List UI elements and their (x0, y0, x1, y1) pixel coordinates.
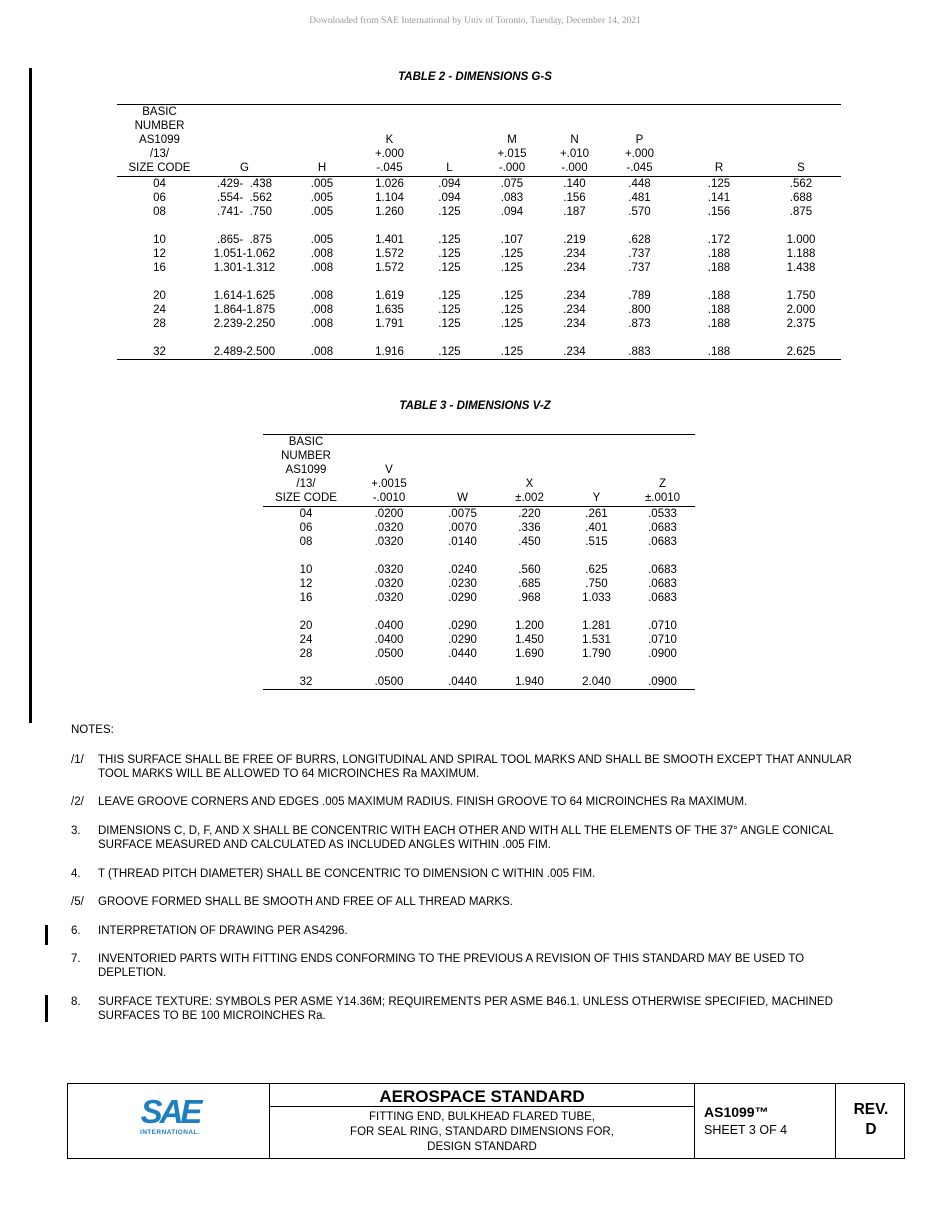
spacer-cell (117, 331, 841, 345)
table-cell: 1.281 (582, 620, 611, 632)
note-text: GROOVE FORMED SHALL BE SMOOTH AND FREE OF ALL THREAD MARKS. (98, 896, 513, 908)
standard-type: AEROSPACE STANDARD (379, 1087, 585, 1106)
table-cell: .234 (563, 318, 586, 330)
sae-logo-text: SAE (140, 1093, 200, 1130)
note-number: 8. (71, 996, 81, 1008)
table-cell: 1.026 (375, 178, 404, 190)
table-cell: .125 (500, 318, 524, 330)
table-cell: .125 (438, 234, 461, 246)
table-cell: .0400 (374, 620, 404, 632)
table-cell: 1.940 (496, 675, 563, 690)
spacer-cell (117, 275, 841, 289)
column-header: K +.000 -.045 (357, 105, 422, 177)
table-cell: .005 (310, 234, 334, 246)
table-cell: .125 (477, 345, 547, 360)
rev-value: D (865, 1121, 877, 1138)
table-cell: .0320 (374, 592, 404, 604)
table-cell: 1.690 (515, 648, 544, 660)
table-cell: 16 (153, 262, 166, 274)
table-cell: .0440 (448, 648, 477, 660)
table-cell: .737 (628, 248, 651, 260)
table-cell: .515 (585, 536, 608, 548)
table-cell: .336 (518, 522, 541, 534)
table-cell: 1.000 (786, 234, 816, 246)
table-cell: .875 (789, 206, 813, 218)
sae-logo-sub: INTERNATIONAL. (139, 1129, 200, 1136)
table-cell: .094 (500, 206, 524, 218)
table-cell: .625 (585, 564, 608, 576)
table-cell: .570 (628, 206, 651, 218)
row-spacer (117, 331, 841, 345)
table-cell: .560 (518, 564, 541, 576)
revision-bar (45, 925, 48, 945)
table-cell: 1.051-1.062 (213, 248, 276, 260)
note-number: 4. (71, 868, 81, 880)
table-cell: 24 (299, 634, 313, 646)
table-cell: .741- .750 (217, 206, 272, 218)
table-cell: 1.301-1.312 (213, 262, 276, 274)
doc-number: AS1099™ (704, 1104, 769, 1120)
table-cell: .125 (500, 304, 524, 316)
table-cell: .234 (563, 304, 586, 316)
spacer-cell (263, 661, 695, 675)
table-cell: .107 (500, 234, 524, 246)
table-cell: .234 (563, 290, 586, 302)
table-cell: .094 (438, 192, 461, 204)
revision-bar (29, 68, 32, 723)
note-number: 6. (71, 925, 81, 937)
table-cell: .188 (707, 248, 731, 260)
table-row (263, 633, 695, 647)
table-cell: 32 (263, 675, 349, 690)
table-cell: .234 (563, 248, 586, 260)
doc-number-cell (695, 1084, 836, 1158)
table-cell: .125 (500, 262, 524, 274)
table-cell: .0683 (648, 536, 677, 548)
doc-title-line: FITTING END, BULKHEAD FLARED TUBE, (369, 1111, 595, 1123)
row-spacer (263, 549, 695, 563)
table-cell: .0230 (448, 578, 477, 590)
column-header: V +.0015 -.0010 (349, 435, 429, 507)
column-header: G (202, 105, 287, 177)
table-cell: .125 (500, 248, 524, 260)
table-cell: .005 (310, 192, 334, 204)
table-row (117, 177, 841, 192)
table-cell: .737 (628, 262, 651, 274)
table-cell: 04 (299, 508, 313, 520)
table-cell: .075 (500, 178, 524, 190)
table-cell: .188 (707, 304, 731, 316)
column-header: W (429, 435, 496, 507)
table-cell: 1.200 (515, 620, 544, 632)
column-header: Z ±.0010 (630, 435, 695, 507)
table-cell: 1.916 (357, 345, 422, 360)
table-cell: .554- .562 (217, 192, 272, 204)
note-number: 3. (71, 825, 81, 837)
table-cell: .008 (310, 262, 334, 274)
table-cell: .008 (287, 345, 357, 360)
table-cell: .800 (628, 304, 651, 316)
table-cell: 10 (299, 564, 313, 576)
table-cell: .789 (628, 290, 651, 302)
table-cell: 28 (299, 648, 313, 660)
column-header: Y (563, 435, 630, 507)
table-cell: .0320 (374, 522, 404, 534)
table-cell: 06 (299, 522, 313, 534)
rev-label: REV. (853, 1101, 889, 1118)
column-header: S (761, 105, 841, 177)
table-cell: .429- .438 (217, 178, 272, 190)
table-cell: .234 (547, 345, 602, 360)
table2 (117, 104, 841, 360)
table-cell: 2.000 (786, 304, 816, 316)
spacer-cell (263, 549, 695, 563)
note-text: DIMENSIONS C, D, F, AND X SHALL BE CONCENTRIC WITH EACH OTHER AND WITH ALL THE ELEMENTS OF THE 37° ANGLE CONICAL SURFACE MEASURED AND CALCULATED AS INCLUDED ANGLES WITHIN .005 FIM. (98, 825, 834, 851)
table-cell: .883 (602, 345, 677, 360)
table-cell: 10 (153, 234, 166, 246)
table-row (263, 647, 695, 661)
note-number: /2/ (71, 796, 84, 808)
table-cell: .172 (707, 234, 731, 246)
table-cell: 1.401 (375, 234, 404, 246)
table-cell: .220 (518, 508, 541, 520)
table-row (263, 507, 695, 522)
column-header: BASIC NUMBER AS1099 /13/ SIZE CODE (263, 435, 349, 507)
table-cell: 1.450 (515, 634, 544, 646)
table-cell: .188 (707, 290, 731, 302)
table-cell: .261 (585, 508, 608, 520)
table-cell: 1.864-1.875 (213, 304, 276, 316)
table-cell: .0290 (448, 620, 477, 632)
note-number: /5/ (71, 896, 84, 908)
table-row (117, 247, 841, 261)
table-row (263, 591, 695, 605)
table-cell: .750 (585, 578, 608, 590)
table-cell: .005 (310, 206, 334, 218)
table-cell: .0200 (374, 508, 404, 520)
table-cell: .125 (438, 262, 461, 274)
title-block (67, 1083, 905, 1159)
sheet-number: SHEET 3 OF 4 (704, 1123, 788, 1137)
table-cell: .008 (310, 290, 334, 302)
table-cell: .873 (628, 318, 651, 330)
table-cell: .0400 (374, 634, 404, 646)
table-cell: .0075 (448, 508, 477, 520)
table-cell: 12 (153, 248, 166, 260)
note-number: /1/ (71, 754, 84, 766)
doc-title-line: FOR SEAL RING, STANDARD DIMENSIONS FOR, (350, 1126, 614, 1138)
table-cell: .125 (438, 318, 461, 330)
table-cell: 04 (153, 178, 166, 190)
table2-title: TABLE 2 - DIMENSIONS G-S (398, 71, 552, 83)
table-cell: 28 (153, 318, 166, 330)
table-cell: .005 (310, 178, 334, 190)
table-cell: .0070 (448, 522, 477, 534)
table-cell: 24 (153, 304, 166, 316)
table-row (263, 675, 695, 690)
table-cell: .156 (563, 192, 586, 204)
table-cell: 1.619 (375, 290, 404, 302)
column-header: N +.010 -.000 (547, 105, 602, 177)
table-cell: .0710 (648, 620, 677, 632)
table-cell: .188 (707, 262, 731, 274)
table-cell: .083 (500, 192, 524, 204)
table-cell: .125 (438, 290, 461, 302)
table-cell: .125 (422, 345, 477, 360)
table-cell: 08 (299, 536, 313, 548)
row-spacer (263, 605, 695, 619)
table-cell: 1.790 (582, 648, 611, 660)
table-cell: .0900 (630, 675, 695, 690)
spacer-cell (117, 219, 841, 233)
table-cell: .0320 (374, 564, 404, 576)
row-spacer (117, 219, 841, 233)
table-cell: 1.260 (375, 206, 404, 218)
column-header: H (287, 105, 357, 177)
column-header: M +.015 -.000 (477, 105, 547, 177)
table-cell: 20 (153, 290, 166, 302)
note-text: INTERPRETATION OF DRAWING PER AS4296. (98, 925, 348, 937)
table-cell: 2.375 (786, 318, 816, 330)
table3 (263, 434, 695, 690)
table-cell: .0290 (448, 634, 477, 646)
table-cell: .156 (707, 206, 731, 218)
table-cell: .0500 (349, 675, 429, 690)
table-cell: .0440 (429, 675, 496, 690)
table-cell: .968 (518, 592, 541, 604)
table-cell: 1.572 (375, 248, 404, 260)
row-spacer (117, 275, 841, 289)
sae-logo (137, 1093, 203, 1136)
table-cell: 2.489-2.500 (202, 345, 287, 360)
doc-title-line: DESIGN STANDARD (427, 1141, 537, 1153)
table-cell: .481 (628, 192, 651, 204)
table-cell: 1.438 (786, 262, 816, 274)
table-cell: .628 (628, 234, 651, 246)
table-cell: .125 (500, 290, 524, 302)
table-cell: .562 (789, 178, 813, 190)
table-cell: 2.625 (761, 345, 841, 360)
table-cell: .0320 (374, 578, 404, 590)
note-text: THIS SURFACE SHALL BE FREE OF BURRS, LONGITUDINAL AND SPIRAL TOOL MARKS AND SHALL BE SMOOTH EXCEPT THAT ANNULAR TOOL MARKS WILL BE ALLOWED TO 64 MICROINCHES Ra MAXIMUM. (98, 754, 852, 780)
revision-cell (836, 1084, 906, 1158)
table-cell: 08 (153, 206, 166, 218)
table-cell: .094 (438, 178, 461, 190)
table-cell: 1.572 (375, 262, 404, 274)
logo-cell (68, 1084, 270, 1158)
table-cell: 2.239-2.250 (213, 318, 276, 330)
download-notice: Downloaded from SAE International by Univ of Toronto, Tuesday, December 14, 2021 (309, 16, 641, 26)
table-row (117, 191, 841, 205)
table-cell: 1.531 (582, 634, 611, 646)
note-text: T (THREAD PITCH DIAMETER) SHALL BE CONCENTRIC TO DIMENSION C WITHIN .005 FIM. (98, 868, 596, 880)
row-spacer (263, 661, 695, 675)
table-cell: .450 (518, 536, 541, 548)
table-cell: .008 (310, 304, 334, 316)
table-cell: .008 (310, 318, 334, 330)
table-row (263, 521, 695, 535)
table-row (117, 233, 841, 247)
table-row (117, 261, 841, 275)
column-header: R (677, 105, 761, 177)
table-cell: 32 (117, 345, 202, 360)
table-row (117, 205, 841, 219)
table-cell: 1.635 (375, 304, 404, 316)
column-header: L (422, 105, 477, 177)
table-row (263, 619, 695, 633)
table-cell: 1.614-1.625 (213, 290, 276, 302)
table-cell: 12 (299, 578, 313, 590)
table-cell: .688 (789, 192, 813, 204)
table-cell: .0683 (648, 522, 677, 534)
table-cell: 20 (299, 620, 313, 632)
table-cell: .865- .875 (217, 234, 272, 246)
note-text: LEAVE GROOVE CORNERS AND EDGES .005 MAXIMUM RADIUS. FINISH GROOVE TO 64 MICROINCHES Ra MAXIMUM. (98, 796, 748, 808)
table-cell: .0683 (648, 564, 677, 576)
note-text: SURFACE TEXTURE: SYMBOLS PER ASME Y14.36M; REQUIREMENTS PER ASME B46.1. UNLESS OTHERWISE SPECIFIED, MACHINED SURFACES TO BE 100 MICROINCHES Ra. (98, 996, 833, 1022)
column-header: X ±.002 (496, 435, 563, 507)
table-cell: 1.750 (786, 290, 816, 302)
table-cell: .188 (707, 318, 731, 330)
table3-title: TABLE 3 - DIMENSIONS V-Z (399, 400, 551, 412)
table-cell: .140 (563, 178, 586, 190)
table-cell: .125 (438, 206, 461, 218)
table-cell: .0710 (648, 634, 677, 646)
table-cell: 1.791 (375, 318, 404, 330)
table-cell: .125 (438, 248, 461, 260)
table-cell: .0533 (648, 508, 677, 520)
table-row (263, 577, 695, 591)
table-cell: .0140 (448, 536, 477, 548)
table-cell: .0320 (374, 536, 404, 548)
table-cell: 16 (299, 592, 313, 604)
table-cell: .0683 (648, 592, 677, 604)
table-cell: 1.188 (786, 248, 816, 260)
table-cell: .685 (518, 578, 541, 590)
table-cell: 1.033 (582, 592, 611, 604)
table-row (263, 563, 695, 577)
title-cell (270, 1084, 695, 1158)
table-cell: .0290 (448, 592, 477, 604)
note-number: 7. (71, 953, 81, 965)
table-cell: 1.104 (375, 192, 404, 204)
table-cell: .0240 (448, 564, 477, 576)
table-cell: .141 (707, 192, 731, 204)
notes-heading: NOTES: (71, 724, 114, 736)
table-row (117, 289, 841, 303)
table-cell: .448 (628, 178, 651, 190)
table-cell: .401 (585, 522, 608, 534)
table-cell: .0900 (648, 648, 677, 660)
table-cell: .187 (563, 206, 586, 218)
spacer-cell (263, 605, 695, 619)
table-row (117, 317, 841, 331)
table-cell: .188 (677, 345, 761, 360)
table-cell: .219 (563, 234, 586, 246)
table-cell: .0500 (374, 648, 404, 660)
table-cell: .0683 (648, 578, 677, 590)
column-header: P +.000 -.045 (602, 105, 677, 177)
table-cell: 06 (153, 192, 166, 204)
note-text: INVENTORIED PARTS WITH FITTING ENDS CONFORMING TO THE PREVIOUS A REVISION OF THIS STANDARD MAY BE USED TO DEPLETION. (98, 953, 805, 979)
table-cell: .008 (310, 248, 334, 260)
table-cell: .125 (707, 178, 731, 190)
table-cell: 2.040 (563, 675, 630, 690)
table-row (263, 535, 695, 549)
column-header: BASIC NUMBER AS1099 /13/ SIZE CODE (117, 105, 202, 177)
revision-bar (45, 995, 48, 1022)
table-row (117, 303, 841, 317)
table-cell: .234 (563, 262, 586, 274)
table-row (117, 345, 841, 360)
divider (270, 1106, 694, 1107)
table-cell: .125 (438, 304, 461, 316)
